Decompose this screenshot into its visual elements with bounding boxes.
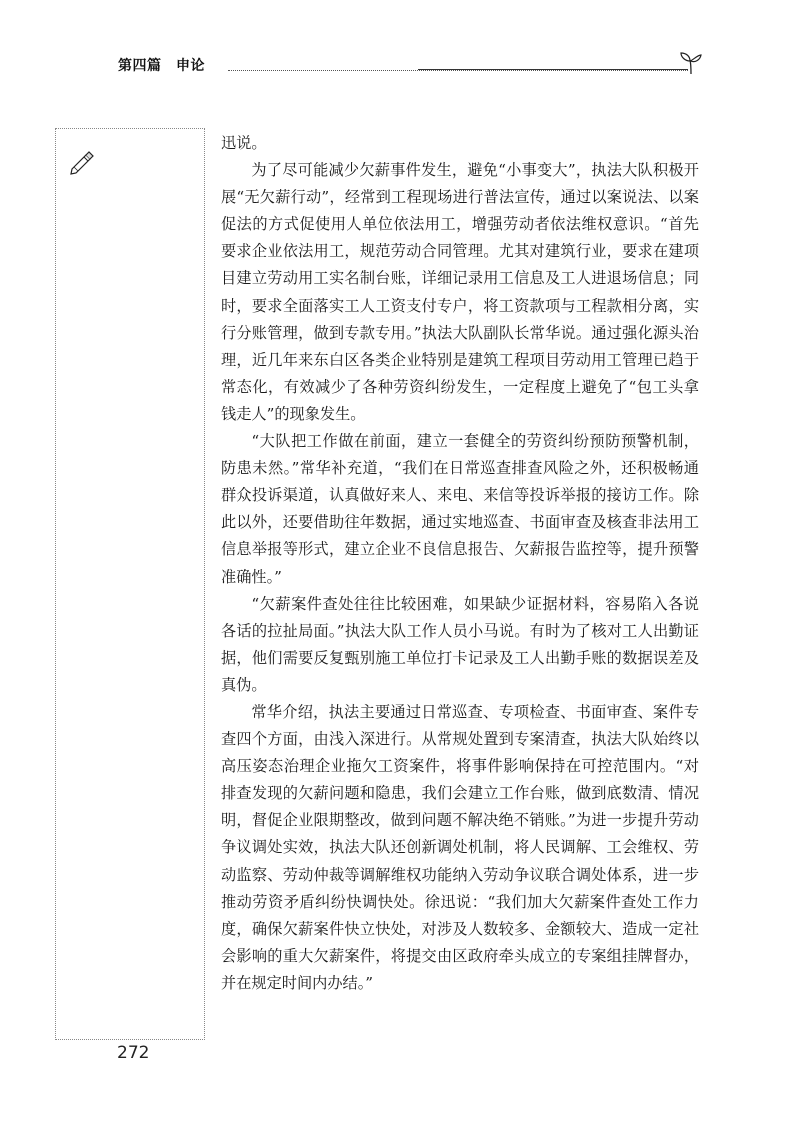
paragraph: 为了尽可能减少欠薪事件发生，避免“小事变大”，执法大队积极开展“无欠薪行动”，经常到工程现场进行普法宣传，通过以案说法、以案促法的方式促使用人单位依法用工，增强劳动者依法维权意识。“首先要求企业依法用工，规范劳动合同管理。尤其对建筑行业，要求在建项目建立劳动用工实名制台账，详细记录用工信息及工人进退场信息；同时，要求全面落实工人工资支付专户，将工资款项与工程款相分离，实行分账管理，做到专款专用。”执法大队副队长常华说。通过强化源头治理，近几年来东白区各类企业特别是建筑工程项目劳动用工管理已趋于常态化，有效减少了各种劳资纠纷发生，一定程度上避免了“包工头拿钱走人”的现象发生。	[221, 161, 699, 423]
pen-icon	[68, 147, 96, 175]
running-header	[118, 56, 718, 88]
paragraph: “欠薪案件查处往往比较困难，如果缺少证据材料，容易陷入各说各话的拉扯局面。”执法大队工作人员小马说。有时为了核对工人出勤证据，他们需要反复甄别施工单位打卡记录及工人出勤手账的数据误差及真伪。	[221, 594, 699, 694]
header-dotted-rule	[228, 70, 688, 71]
paragraph: “大队把工作做在前面，建立一套健全的劳资纠纷预防预警机制，防患未然。”常华补充道，“我们在日常巡查排查风险之外，还积极畅通群众投诉渠道，认真做好来人、来电、来信等投诉举报的接访工作。除此以外，还要借助往年数据，通过实地巡查、书面审查及核查非法用工信息举报等形式，建立企业不良信息报告、欠薪报告监控等，提升预警准确性。”	[221, 432, 699, 586]
section-title: 第四篇 申论	[118, 58, 205, 74]
sprout-icon	[678, 50, 704, 76]
page-number: 272	[117, 1043, 150, 1063]
paragraph: 常华介绍，执法主要通过日常巡查、专项检查、书面审查、案件专查四个方面，由浅入深进行。从常规处置到专案清查，执法大队始终以高压姿态治理企业拖欠工资案件，将事件影响保持在可控范围内。“对排查发现的欠薪问题和隐患，我们会建立工作台账，做到底数清、情况明，督促企业限期整改，做到问题不解决绝不销账。”为进一步提升劳动争议调处实效，执法大队还创新调处机制，将人民调解、工会维权、劳动监察、劳动仲裁等调解维权功能纳入劳动争议联合调处体系，进一步推动劳资矛盾纠纷快调快处。徐迅说：“我们加大欠薪案件查处工作力度，确保欠薪案件快立快处，对涉及人数较多、金额较大、造成一定社会影响的重大欠薪案件，将提交由区政府牵头成立的专案组挂牌督办，并在规定时间内办结。”	[221, 702, 699, 992]
paragraph: 迅说。	[221, 134, 267, 152]
header-solid-rule	[418, 69, 688, 70]
margin-notes-panel	[55, 128, 205, 1040]
article-body	[221, 130, 699, 997]
